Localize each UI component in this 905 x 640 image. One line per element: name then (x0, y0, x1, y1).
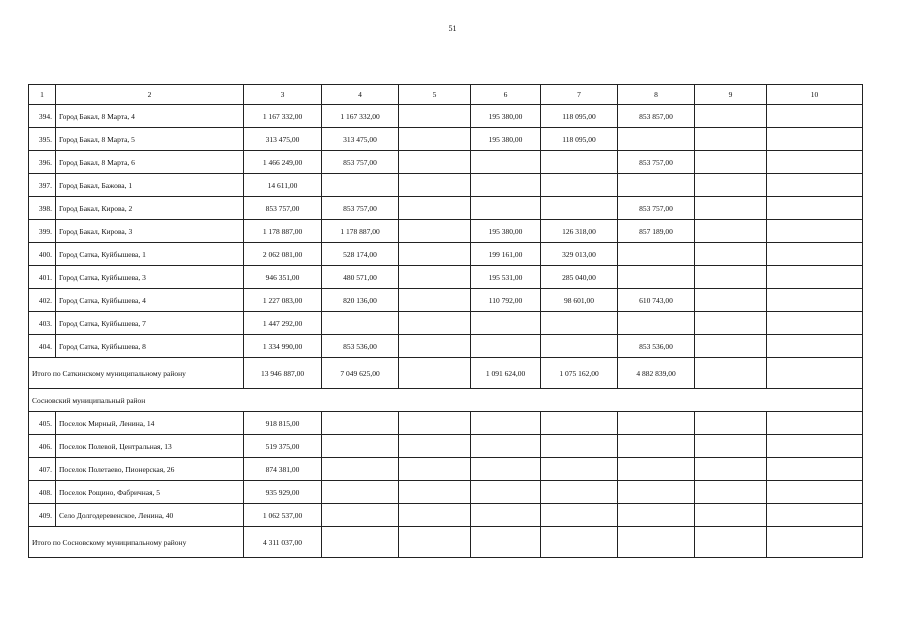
row-number: 394. (29, 105, 56, 128)
address-cell: Город Сатка, Куйбышева, 3 (56, 266, 244, 289)
amount-cell (767, 458, 863, 481)
total-amount-cell: 1 091 624,00 (471, 358, 541, 389)
amount-cell (399, 312, 471, 335)
amount-cell (322, 481, 399, 504)
amount-cell (471, 481, 541, 504)
amount-cell (399, 458, 471, 481)
table-row (29, 335, 863, 358)
amount-cell: 857 189,00 (618, 220, 695, 243)
row-number: 400. (29, 243, 56, 266)
amount-cell (695, 105, 767, 128)
total-amount-cell (767, 527, 863, 558)
amount-cell (541, 504, 618, 527)
table-row (29, 435, 863, 458)
amount-cell (695, 504, 767, 527)
amount-cell: 820 136,00 (322, 289, 399, 312)
amount-cell: 118 095,00 (541, 128, 618, 151)
total-amount-cell (618, 527, 695, 558)
amount-cell (767, 128, 863, 151)
amount-cell: 118 095,00 (541, 105, 618, 128)
amount-cell (695, 266, 767, 289)
total-amount-cell: 13 946 887,00 (244, 358, 322, 389)
amount-cell (695, 335, 767, 358)
amount-cell: 853 757,00 (244, 197, 322, 220)
amount-cell: 329 013,00 (541, 243, 618, 266)
amount-cell (399, 105, 471, 128)
amount-cell: 874 381,00 (244, 458, 322, 481)
amount-cell (767, 266, 863, 289)
amount-cell (541, 312, 618, 335)
amount-cell (767, 504, 863, 527)
amount-cell (695, 128, 767, 151)
total-amount-cell (767, 358, 863, 389)
table-row (29, 266, 863, 289)
row-number: 399. (29, 220, 56, 243)
table-row (29, 504, 863, 527)
address-cell: Поселок Рощино, Фабричная, 5 (56, 481, 244, 504)
amount-cell (541, 151, 618, 174)
amount-cell (618, 174, 695, 197)
amount-cell (471, 197, 541, 220)
amount-cell (471, 312, 541, 335)
amount-cell: 2 062 081,00 (244, 243, 322, 266)
amount-cell (399, 481, 471, 504)
amount-cell: 1 178 887,00 (244, 220, 322, 243)
address-cell: Поселок Полевой, Центральная, 13 (56, 435, 244, 458)
row-number: 408. (29, 481, 56, 504)
amount-cell: 14 611,00 (244, 174, 322, 197)
table-row (29, 412, 863, 435)
amount-cell: 98 601,00 (541, 289, 618, 312)
row-number: 401. (29, 266, 56, 289)
amount-cell (399, 266, 471, 289)
amount-cell: 195 531,00 (471, 266, 541, 289)
amount-cell (695, 243, 767, 266)
address-cell: Поселок Полетаево, Пионерская, 26 (56, 458, 244, 481)
amount-cell (767, 105, 863, 128)
amount-cell: 285 040,00 (541, 266, 618, 289)
amount-cell (695, 151, 767, 174)
address-cell: Город Сатка, Куйбышева, 8 (56, 335, 244, 358)
address-cell: Поселок Мирный, Ленина, 14 (56, 412, 244, 435)
amount-cell (695, 435, 767, 458)
amount-cell (618, 128, 695, 151)
total-amount-cell (695, 527, 767, 558)
row-number: 406. (29, 435, 56, 458)
amount-cell (695, 289, 767, 312)
amount-cell (767, 335, 863, 358)
total-label: Итого по Саткинскому муниципальному району (29, 358, 244, 389)
amount-cell: 110 792,00 (471, 289, 541, 312)
amount-cell (767, 220, 863, 243)
total-amount-cell (399, 527, 471, 558)
amount-cell (767, 174, 863, 197)
header-row (29, 85, 863, 105)
row-number: 404. (29, 335, 56, 358)
row-number: 398. (29, 197, 56, 220)
amount-cell: 853 536,00 (322, 335, 399, 358)
amount-cell (471, 504, 541, 527)
amount-cell (541, 435, 618, 458)
column-header: 1 (29, 85, 56, 105)
amount-cell: 195 380,00 (471, 105, 541, 128)
amount-cell (618, 481, 695, 504)
address-cell: Город Бакал, 8 Марта, 5 (56, 128, 244, 151)
amount-cell: 1 167 332,00 (322, 105, 399, 128)
amount-cell (767, 197, 863, 220)
column-header: 4 (322, 85, 399, 105)
amount-cell: 1 178 887,00 (322, 220, 399, 243)
table-row (29, 289, 863, 312)
table-row (29, 197, 863, 220)
column-header: 7 (541, 85, 618, 105)
amount-cell: 853 757,00 (618, 151, 695, 174)
amount-cell (541, 412, 618, 435)
address-cell: Город Бакал, Кирова, 3 (56, 220, 244, 243)
total-row (29, 527, 863, 558)
amount-cell (399, 289, 471, 312)
amount-cell (471, 435, 541, 458)
amount-cell (767, 151, 863, 174)
address-cell: Город Бакал, Кирова, 2 (56, 197, 244, 220)
total-amount-cell (471, 527, 541, 558)
amount-cell (322, 504, 399, 527)
amount-cell: 853 757,00 (618, 197, 695, 220)
amount-cell (767, 435, 863, 458)
page-number: 51 (448, 24, 457, 33)
amount-cell (767, 481, 863, 504)
amount-cell: 853 757,00 (322, 151, 399, 174)
amount-cell (322, 174, 399, 197)
amount-cell (399, 243, 471, 266)
amount-cell (618, 243, 695, 266)
amount-cell (471, 412, 541, 435)
amount-cell: 610 743,00 (618, 289, 695, 312)
amount-cell (541, 481, 618, 504)
total-amount-cell (695, 358, 767, 389)
total-amount-cell: 1 075 162,00 (541, 358, 618, 389)
table-row (29, 105, 863, 128)
amount-cell (399, 412, 471, 435)
amount-cell: 853 536,00 (618, 335, 695, 358)
column-header: 3 (244, 85, 322, 105)
amount-cell: 946 351,00 (244, 266, 322, 289)
column-header: 5 (399, 85, 471, 105)
amount-cell (695, 220, 767, 243)
amount-cell: 199 161,00 (471, 243, 541, 266)
amount-cell (695, 174, 767, 197)
amount-cell (618, 458, 695, 481)
amount-cell (618, 266, 695, 289)
amount-cell: 480 571,00 (322, 266, 399, 289)
table-row (29, 128, 863, 151)
section-title: Сосновский муниципальный район (29, 389, 863, 412)
amount-cell (767, 412, 863, 435)
table-row (29, 458, 863, 481)
amount-cell (399, 504, 471, 527)
amount-cell (399, 220, 471, 243)
row-number: 397. (29, 174, 56, 197)
amount-cell (541, 197, 618, 220)
amount-cell (618, 412, 695, 435)
amount-cell (399, 151, 471, 174)
amount-cell: 1 334 990,00 (244, 335, 322, 358)
section-header-row (29, 389, 863, 412)
row-number: 407. (29, 458, 56, 481)
amount-cell: 1 227 083,00 (244, 289, 322, 312)
amount-cell (471, 151, 541, 174)
total-amount-cell (322, 527, 399, 558)
amount-cell (322, 458, 399, 481)
data-table (28, 84, 863, 558)
amount-cell (399, 174, 471, 197)
amount-cell: 195 380,00 (471, 220, 541, 243)
amount-cell (767, 243, 863, 266)
amount-cell (541, 458, 618, 481)
amount-cell: 918 815,00 (244, 412, 322, 435)
amount-cell: 519 375,00 (244, 435, 322, 458)
amount-cell: 1 466 249,00 (244, 151, 322, 174)
amount-cell (541, 335, 618, 358)
column-header: 2 (56, 85, 244, 105)
total-label: Итого по Сосновскому муниципальному району (29, 527, 244, 558)
column-header: 6 (471, 85, 541, 105)
amount-cell (471, 174, 541, 197)
amount-cell: 126 318,00 (541, 220, 618, 243)
amount-cell (399, 435, 471, 458)
table-row (29, 174, 863, 197)
amount-cell (695, 312, 767, 335)
address-cell: Город Сатка, Куйбышева, 1 (56, 243, 244, 266)
total-amount-cell: 7 049 625,00 (322, 358, 399, 389)
address-cell: Город Бакал, Бажова, 1 (56, 174, 244, 197)
row-number: 395. (29, 128, 56, 151)
amount-cell: 195 380,00 (471, 128, 541, 151)
amount-cell: 528 174,00 (322, 243, 399, 266)
column-header: 10 (767, 85, 863, 105)
table-row (29, 151, 863, 174)
column-header: 9 (695, 85, 767, 105)
amount-cell (695, 481, 767, 504)
address-cell: Город Бакал, 8 Марта, 6 (56, 151, 244, 174)
amount-cell (471, 335, 541, 358)
amount-cell (399, 335, 471, 358)
total-amount-cell: 4 311 037,00 (244, 527, 322, 558)
total-row (29, 358, 863, 389)
amount-cell (618, 435, 695, 458)
table-row (29, 243, 863, 266)
amount-cell: 853 857,00 (618, 105, 695, 128)
row-number: 409. (29, 504, 56, 527)
address-cell: Город Сатка, Куйбышева, 7 (56, 312, 244, 335)
amount-cell (767, 289, 863, 312)
table-row (29, 481, 863, 504)
amount-cell: 313 475,00 (244, 128, 322, 151)
amount-cell (322, 412, 399, 435)
amount-cell (322, 312, 399, 335)
amount-cell (618, 312, 695, 335)
row-number: 402. (29, 289, 56, 312)
row-number: 403. (29, 312, 56, 335)
amount-cell: 1 447 292,00 (244, 312, 322, 335)
amount-cell (767, 312, 863, 335)
amount-cell: 935 929,00 (244, 481, 322, 504)
column-header: 8 (618, 85, 695, 105)
table-body (29, 85, 863, 558)
amount-cell (471, 458, 541, 481)
amount-cell (695, 197, 767, 220)
amount-cell (399, 128, 471, 151)
table-row (29, 312, 863, 335)
amount-cell (541, 174, 618, 197)
total-amount-cell (399, 358, 471, 389)
table-row (29, 220, 863, 243)
amount-cell: 853 757,00 (322, 197, 399, 220)
amount-cell (322, 435, 399, 458)
amount-cell: 1 167 332,00 (244, 105, 322, 128)
total-amount-cell (541, 527, 618, 558)
row-number: 396. (29, 151, 56, 174)
address-cell: Город Бакал, 8 Марта, 4 (56, 105, 244, 128)
total-amount-cell: 4 882 839,00 (618, 358, 695, 389)
amount-cell (695, 458, 767, 481)
amount-cell (695, 412, 767, 435)
row-number: 405. (29, 412, 56, 435)
amount-cell (399, 197, 471, 220)
amount-cell: 313 475,00 (322, 128, 399, 151)
amount-cell: 1 062 537,00 (244, 504, 322, 527)
address-cell: Город Сатка, Куйбышева, 4 (56, 289, 244, 312)
amount-cell (618, 504, 695, 527)
address-cell: Село Долгодеревенское, Ленина, 40 (56, 504, 244, 527)
